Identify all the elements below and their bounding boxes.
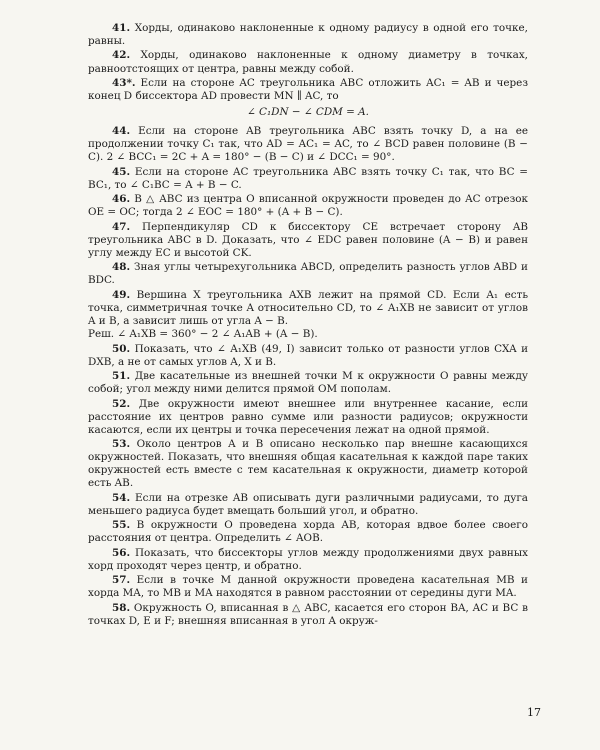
problem-number: 53. bbox=[112, 438, 131, 451]
formula-43: ∠ C₁DN − ∠ CDM = A. bbox=[247, 106, 369, 119]
problem-number: 43*. bbox=[112, 76, 136, 89]
problem-48 bbox=[88, 261, 528, 287]
problem-45 bbox=[88, 166, 528, 192]
problem-text: Если на отрезке AB описывать дуги различными радиусами, то дуга меньшего радиуса будет вмещать больший угол, и обратно. bbox=[88, 491, 528, 517]
problem-text: Перпендикуляр CD к биссектору CE встречает сторону AB треугольника ABC в D. Доказать, что ∠ EDC равен половине (A − B) и равен углу между EC и высотой CK. bbox=[88, 220, 528, 259]
problem-text: В окружности O проведена хорда AB, которая вдвое более своего расстояния от центра. Определить ∠ AOB. bbox=[88, 519, 528, 545]
problem-text: В △ ABC из центра O вписанной окружности проведен до AC отрезок OE = OC; тогда 2 ∠ EOC = 180° + (A + B − C). bbox=[88, 193, 528, 219]
problem-number: 44. bbox=[112, 125, 131, 138]
problem-57 bbox=[88, 574, 528, 600]
problem-46 bbox=[88, 193, 528, 219]
page-number: 17 bbox=[527, 706, 541, 719]
problem-number: 42. bbox=[112, 49, 131, 62]
problem-text: Около центров A и B описано несколько пар внешне касающихся окружностей. Показать, что внешняя общая касательная к каждой паре таких окружностей есть вместе с тем касательная к окружности, диаметр которой есть AB. bbox=[88, 438, 528, 490]
problem-58 bbox=[88, 602, 528, 628]
problem-number: 56. bbox=[112, 546, 131, 559]
problem-text: Показать, что биссекторы углов между продолжениями двух равных хорд проходят через центр, и обратно. bbox=[88, 546, 528, 572]
problem-number: 49. bbox=[112, 288, 131, 301]
problem-number: 41. bbox=[112, 22, 131, 34]
problem-52 bbox=[88, 398, 528, 437]
problem-49 bbox=[88, 289, 528, 341]
problem-50 bbox=[88, 343, 528, 369]
problem-number: 45. bbox=[112, 165, 131, 178]
problem-text: Зная углы четырехугольника ABCD, определить разность углов ABD и BDC. bbox=[88, 261, 528, 287]
problem-text: Хорды, одинаково наклоненные к одному диаметру в точках, равноотстоящих от центра, равны между собой. bbox=[88, 49, 528, 75]
problem-text: Если в точке M данной окружности проведена касательная MB и хорда MA, то MB и MA находятся в равном расстоянии от середины дуги MA. bbox=[88, 574, 528, 600]
problem-42 bbox=[88, 49, 528, 75]
solution-text: ∠ A₁XB = 360° − 2 ∠ A₁AB + (A − B). bbox=[117, 328, 318, 341]
problem-43 bbox=[88, 77, 528, 103]
problem-number: 52. bbox=[112, 397, 131, 410]
problem-number: 47. bbox=[112, 220, 131, 233]
problem-number: 50. bbox=[112, 342, 131, 355]
problem-44 bbox=[88, 125, 528, 164]
problem-51 bbox=[88, 370, 528, 396]
problem-54 bbox=[88, 492, 528, 518]
problem-number: 55. bbox=[112, 519, 131, 532]
problem-number: 51. bbox=[112, 370, 131, 383]
problem-text: Хорды, одинаково наклоненные к одному радиусу в одной его точке, равны. bbox=[88, 22, 528, 48]
problem-text: Если на стороне AC треугольника ABC отложить AC₁ = AB и через конец D биссектора AD провести MN ∥ AC, то bbox=[88, 76, 528, 103]
problem-text: Если на стороне AC треугольника ABC взять точку C₁ так, что BC = BC₁, то ∠ C₁BC = A + B − C. bbox=[88, 165, 529, 191]
problem-text: Вершина X треугольника AXB лежит на прямой CD. Если A₁ есть точка, симметричная точке A относительно CD, то ∠ A₁XB не зависит от углов A и B, а зависит лишь от угла A − B. bbox=[88, 288, 528, 328]
problem-number: 46. bbox=[112, 193, 131, 206]
problem-number: 58. bbox=[112, 601, 131, 614]
problem-number: 57. bbox=[112, 574, 131, 587]
problem-number: 54. bbox=[112, 491, 131, 504]
problem-53 bbox=[88, 438, 528, 490]
problem-text: Окружность O, вписанная в △ ABC, касается его сторон BA, AC и BC в точках D, E и F; внешняя вписанная в угол A окруж- bbox=[88, 601, 528, 627]
problem-55 bbox=[88, 519, 528, 545]
solution-label: Реш. bbox=[88, 328, 115, 341]
problem-56 bbox=[88, 547, 528, 573]
problems-column bbox=[88, 22, 528, 629]
problem-text: Две касательные из внешней точки M к окружности O равны между собой; угол между ними делится прямой OM пополам. bbox=[88, 370, 528, 396]
problem-47 bbox=[88, 221, 528, 260]
problem-text: Две окружности имеют внешнее или внутреннее касание, если расстояние их центров равно сумме или разности радиусов; окружности касаются, если их центры и точка пересечения лежат на одной прямой. bbox=[88, 397, 528, 436]
problem-number: 48. bbox=[112, 261, 131, 274]
problem-text: Если на стороне AB треугольника ABC взять точку D, а на ее продолжении точку C₁ так, что AD = AC₁ = AC, то ∠ BCD равен половине (B − C). 2 ∠ BCC₁ = 2C + A = 180° − (B − C) и ∠ DCC₁ = 90°. bbox=[88, 125, 528, 164]
problem-41 bbox=[88, 22, 528, 48]
problem-text: Показать, что ∠ A₁XB (49, I) зависит только от разности углов CXA и DXB, а не от самых углов A, X и B. bbox=[88, 342, 529, 368]
